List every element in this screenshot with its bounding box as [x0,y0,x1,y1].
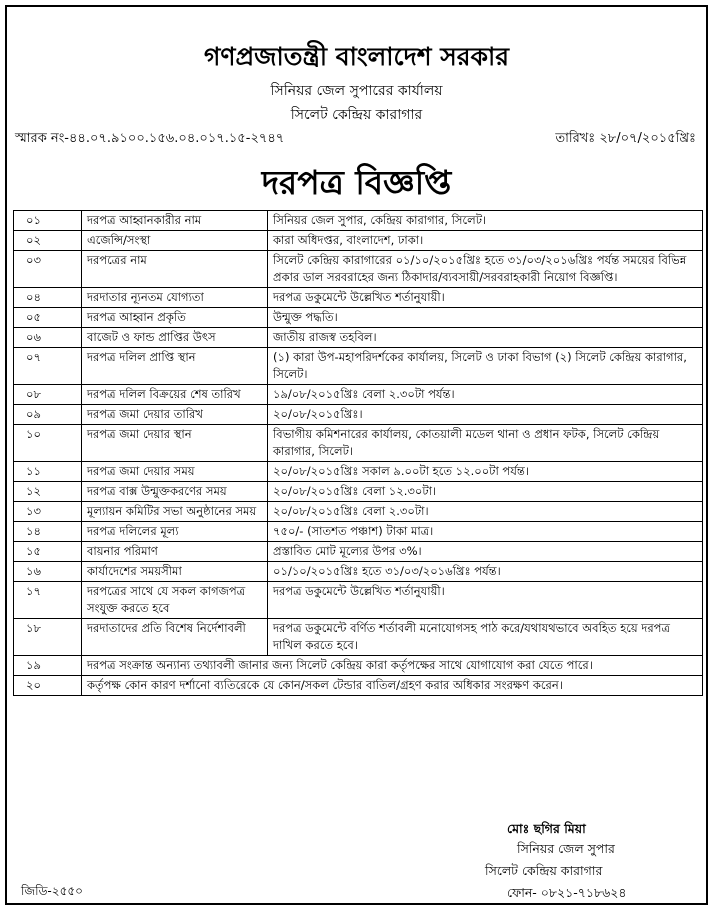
tender-details-table [13,210,703,696]
row-serial: ১৬ [14,562,82,582]
row-serial: ১৭ [14,582,82,619]
row-value: বিভাগীয় কমিশনারের কার্যালয়, কোতয়ালী মডেল থানা ও প্রধান ফটক, সিলেট কেন্দ্রিয় কারাগার, সিলেট। [268,425,703,462]
table-row [14,656,703,676]
row-label: দরপত্র দলিল প্রাপ্তি স্থান [82,348,268,385]
row-serial: ১১ [14,462,82,482]
row-serial: ১৪ [14,522,82,542]
gd-reference: জিডি-২৫৫০ [21,884,83,898]
row-serial: ১৩ [14,502,82,522]
table-row [14,251,703,288]
signatory-designation: সিনিয়র জেল সুপার [517,841,615,856]
row-serial: ০৪ [14,288,82,308]
government-title: গণপ্রজাতন্ত্রী বাংলাদেশ সরকার [204,42,509,71]
row-value: ২০/০৮/২০১৫খ্রিঃ সকাল ৯.০০টা হতে ১২.০০টা পর্যন্ত। [268,462,703,482]
row-value: (১) কারা উপ-মহাপরিদর্শকের কার্যালয়, সিলেট ও ঢাকা বিভাগ (২) সিলেট কেন্দ্রিয় কারাগার, সিলেট। [268,348,703,385]
notice-date: তারিখঃ ২৮/০৭/২০১৫খ্রিঃ [555,131,696,146]
row-serial: ০৫ [14,308,82,328]
row-label: দরপত্র আহ্বানকারীর নাম [82,211,268,231]
row-label: দরপত্র আহ্বান প্রকৃতি [82,308,268,328]
memo-number: স্মারক নং-৪৪.০৭.৯১০০.১৫৬.০৪.০১৭.১৫-২৭৪৭ [15,131,285,146]
row-value: ০১/১০/২০১৫খ্রিঃ হতে ৩১/০৩/২০১৬খ্রিঃ পর্যন্ত। [268,562,703,582]
row-label: দরপত্র জমা দেয়ার সময় [82,462,268,482]
signatory-name: মোঃ ছগির মিয়া [507,821,586,836]
row-serial: ০৭ [14,348,82,385]
tender-notice-page [5,5,708,905]
row-serial: ০২ [14,231,82,251]
row-label: দরপত্রের নাম [82,251,268,288]
row-label: দরপত্রের সাথে যে সকল কাগজপত্র সংযুক্ত করতে হবে [82,582,268,619]
table-row [14,482,703,502]
row-value: দরপত্র ডকুমেন্টে উল্লেখিত শর্তানুযায়ী। [268,582,703,619]
row-text: দরপত্র সংক্রান্ত অন্যান্য তথ্যাবলী জানার জন্য সিলেট কেন্দ্রিয় কারা কর্তৃপক্ষের সাথে যোগাযোগ করা যেতে পারে। [82,656,703,676]
row-label: দরদাতাদের প্রতি বিশেষ নির্দেশাবলী [82,619,268,656]
row-label: মূল্যায়ন কমিটির সভা অনুষ্ঠানের সময় [82,502,268,522]
row-label: দরপত্র দলিলের মূল্য [82,522,268,542]
row-label: বাজেট ও ফান্ড প্রাপ্তির উৎস [82,328,268,348]
row-text: কর্তৃপক্ষ কোন কারণ দর্শানো ব্যতিরেকে যে কোন/সকল টেন্ডার বাতিল/গ্রহণ করার অধিকার সংরক্ষণ করেন। [82,676,703,696]
row-serial: ০৯ [14,405,82,425]
row-label: বায়নার পরিমাণ [82,542,268,562]
table-row [14,619,703,656]
row-value: সিলেট কেন্দ্রিয় কারাগারের ০১/১০/২০১৫খ্রিঃ হতে ৩১/০৩/২০১৬খ্রিঃ পর্যন্ত সময়ের বিভিন্ন প্রকার ডাল সরবরাহের জন্য ঠিকাদার/ব্যবসায়ী/সরবরাহকারী নিয়োগ বিজ্ঞপ্তি। [268,251,703,288]
table-row [14,385,703,405]
row-value: ২০/০৮/২০১৫খ্রিঃ। [268,405,703,425]
table-row [14,328,703,348]
row-value: ২০/০৮/২০১৫খ্রিঃ বেলা ২.৩০টা। [268,502,703,522]
row-value: জাতীয় রাজস্ব তহবিল। [268,328,703,348]
notice-title: দরপত্র বিজ্ঞপ্তি [261,163,452,202]
table-row [14,425,703,462]
row-serial: ১৯ [14,656,82,676]
table-row [14,562,703,582]
table-row [14,231,703,251]
table-row [14,522,703,542]
table-row [14,542,703,562]
row-label: দরপত্র দলিল বিক্রয়ের শেষ তারিখ [82,385,268,405]
row-value: ২০/০৮/২০১৫খ্রিঃ বেলা ১২.৩০টা। [268,482,703,502]
table-row [14,405,703,425]
row-value: ১৯/০৮/২০১৫খ্রিঃ বেলা ২.৩০টা পর্যন্ত। [268,385,703,405]
row-serial: ১২ [14,482,82,502]
jail-name: সিলেট কেন্দ্রিয় কারাগার [290,107,423,123]
row-value: দরপত্র ডকুমেন্টে বর্ণিত শর্তাবলী মনোযোগসহ পাঠ করে/যথাযথভাবে অবহিত হয়ে দরপত্র দাখিল করতে হবে। [268,619,703,656]
row-serial: ০৮ [14,385,82,405]
row-serial: ০৬ [14,328,82,348]
office-name: সিনিয়র জেল সুপারের কার্যালয় [270,83,443,99]
row-serial: ০৩ [14,251,82,288]
row-value: সিনিয়র জেল সুপার, কেন্দ্রিয় কারাগার, সিলেট। [268,211,703,231]
row-value: ৭৫০/- (সাতশত পঞ্চাশ) টাকা মাত্র। [268,522,703,542]
row-label: এজেন্সি/সংস্থা [82,231,268,251]
row-serial: ১৮ [14,619,82,656]
table-row [14,502,703,522]
table-row [14,211,703,231]
row-label: দরপত্র জমা দেয়ার স্থান [82,425,268,462]
row-label: দরদাতার ন্যূনতম যোগ্যতা [82,288,268,308]
row-label: দরপত্র বাক্স উন্মুক্তকরণের সময় [82,482,268,502]
row-value: প্রস্তাবিত মোট মূল্যের উপর ৩%। [268,542,703,562]
row-value: উন্মুক্ত পদ্ধতি। [268,308,703,328]
row-value: দরপত্র ডকুমেন্টে উল্লেখিত শর্তানুযায়ী। [268,288,703,308]
signatory-phone: ফোন- ০৮২১-৭১৮৬২৪ [507,885,627,900]
row-value: কারা অধিদপ্তর, বাংলাদেশ, ঢাকা। [268,231,703,251]
row-serial: ১৫ [14,542,82,562]
row-serial: ২০ [14,676,82,696]
table-row [14,348,703,385]
row-label: কার্যাদেশের সময়সীমা [82,562,268,582]
row-serial: ০১ [14,211,82,231]
row-serial: ১০ [14,425,82,462]
table-row [14,676,703,696]
row-label: দরপত্র জমা দেয়ার তারিখ [82,405,268,425]
table-row [14,582,703,619]
table-row [14,288,703,308]
table-row [14,308,703,328]
signatory-office: সিলেট কেন্দ্রিয় কারাগার [485,863,603,878]
table-row [14,462,703,482]
